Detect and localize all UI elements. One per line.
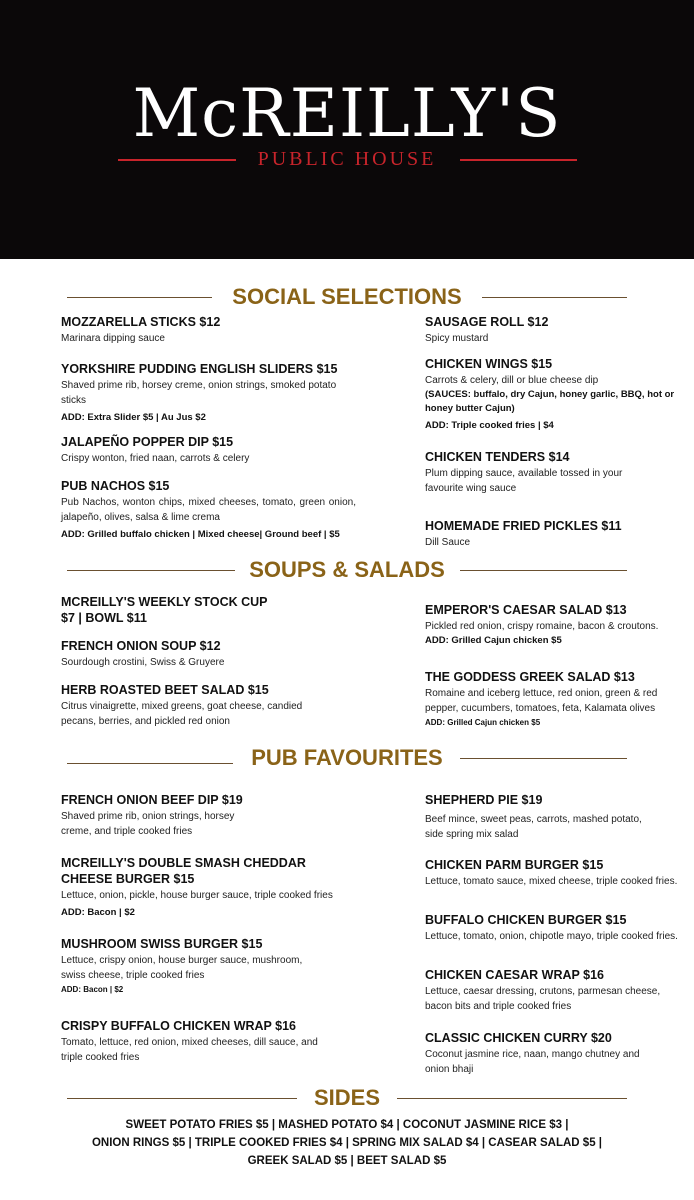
logo-divider bbox=[460, 159, 577, 161]
menu-item bbox=[61, 314, 356, 346]
item-title: HOMEMADE FRIED PICKLES $11 bbox=[425, 519, 622, 533]
item-title: BUFFALO CHICKEN BURGER $15 bbox=[425, 913, 627, 927]
menu-item bbox=[425, 857, 693, 889]
item-title: THE GODDESS GREEK SALAD $13 bbox=[425, 670, 635, 684]
item-add: ADD: Grilled buffalo chicken | Mixed cheese| Ground beef | $5 bbox=[61, 529, 340, 540]
menu-item bbox=[61, 682, 326, 729]
item-title: MCREILLY'S WEEKLY STOCK CUP $7 | BOWL $11 bbox=[61, 595, 268, 625]
item-title: EMPEROR'S CAESAR SALAD $13 bbox=[425, 603, 627, 617]
item-add: ADD: Bacon | $2 bbox=[61, 907, 135, 918]
item-desc: Citrus vinaigrette, mixed greens, goat cheese, candied pecans, berries, and pickled red onion bbox=[61, 701, 303, 727]
item-desc: Lettuce, crispy onion, house burger sauce, mushroom, swiss cheese, triple cooked fries bbox=[61, 955, 303, 981]
item-add: ADD: Bacon | $2 bbox=[61, 985, 124, 994]
section-title-social: SOCIAL SELECTIONS bbox=[232, 284, 462, 309]
item-desc: Coconut jasmine rice, naan, mango chutney and onion bhaji bbox=[425, 1049, 640, 1075]
item-title: HERB ROASTED BEET SALAD $15 bbox=[61, 683, 269, 697]
item-title: FRENCH ONION SOUP $12 bbox=[61, 639, 221, 653]
item-title: JALAPEÑO POPPER DIP $15 bbox=[61, 435, 234, 449]
item-title: YORKSHIRE PUDDING ENGLISH SLIDERS $15 bbox=[61, 362, 338, 376]
menu-item bbox=[61, 1018, 341, 1065]
item-add: ADD: Grilled Cajun chicken $5 bbox=[425, 718, 541, 727]
menu-item bbox=[425, 518, 693, 550]
menu-item bbox=[425, 602, 693, 648]
item-title: PUB NACHOS $15 bbox=[61, 479, 170, 493]
item-desc: Crispy wonton, fried naan, carrots & celery bbox=[61, 453, 250, 464]
item-desc: Sourdough crostini, Swiss & Gruyere bbox=[61, 657, 225, 668]
item-desc: Plum dipping sauce, available tossed in your favourite wing sauce bbox=[425, 468, 623, 494]
item-title: CRISPY BUFFALO CHICKEN WRAP $16 bbox=[61, 1019, 296, 1033]
header-banner bbox=[0, 0, 694, 259]
menu-item bbox=[425, 314, 693, 346]
menu-item bbox=[61, 792, 261, 839]
item-desc: Shaved prime rib, horsey creme, onion strings, smoked potato sticks bbox=[61, 380, 337, 406]
menu-item bbox=[61, 936, 326, 997]
menu-item bbox=[425, 967, 675, 1014]
item-desc: Carrots & celery, dill or blue cheese dip bbox=[425, 375, 599, 386]
sides-line: GREEK SALAD $5 | BEET SALAD $5 bbox=[247, 1155, 447, 1167]
item-title: CHICKEN TENDERS $14 bbox=[425, 450, 570, 464]
section-title-soups: SOUPS & SALADS bbox=[249, 557, 445, 582]
item-desc: Lettuce, onion, pickle, house burger sauce, triple cooked fries bbox=[61, 890, 333, 901]
item-desc: Lettuce, tomato, onion, chipotle mayo, triple cooked fries. bbox=[425, 931, 678, 942]
menu-item bbox=[61, 434, 356, 466]
item-title: MUSHROOM SWISS BURGER $15 bbox=[61, 937, 263, 951]
item-desc: Beef mince, sweet peas, carrots, mashed potato, side spring mix salad bbox=[425, 814, 642, 840]
item-desc: Marinara dipping sauce bbox=[61, 333, 165, 344]
item-desc: Lettuce, tomato sauce, mixed cheese, triple cooked fries. bbox=[425, 876, 678, 887]
sides-line: ONION RINGS $5 | TRIPLE COOKED FRIES $4 | SPRING MIX SALAD $4 | CASEAR SALAD $5 | bbox=[91, 1137, 602, 1149]
item-desc: Tomato, lettuce, red onion, mixed cheeses, dill sauce, and triple cooked fries bbox=[61, 1037, 318, 1063]
item-title: FRENCH ONION BEEF DIP $19 bbox=[61, 793, 243, 807]
menu-item bbox=[425, 449, 645, 496]
item-title: MCREILLY'S DOUBLE SMASH CHEDDAR CHEESE BURGER $15 bbox=[61, 856, 306, 886]
item-add: ADD: Extra Slider $5 | Au Jus $2 bbox=[61, 412, 206, 423]
section-title-pub: PUB FAVOURITES bbox=[251, 745, 443, 770]
item-title: CHICKEN CAESAR WRAP $16 bbox=[425, 968, 604, 982]
menu-item bbox=[425, 792, 660, 842]
menu-item bbox=[425, 356, 693, 433]
section-title-sides: SIDES bbox=[313, 1085, 381, 1110]
item-desc: Dill Sauce bbox=[425, 537, 471, 548]
item-desc: Pub Nachos, wonton chips, mixed cheeses, tomato, green onion, jalapeño, olives, salsa & lime crema bbox=[61, 497, 356, 523]
menu-item bbox=[425, 669, 685, 730]
item-desc: Shaved prime rib, onion strings, horsey creme, and triple cooked fries bbox=[61, 811, 235, 837]
item-desc: Pickled red onion, crispy romaine, bacon & croutons. bbox=[425, 621, 659, 632]
item-title: CHICKEN PARM BURGER $15 bbox=[425, 858, 604, 872]
item-title: SHEPHERD PIE $19 bbox=[425, 793, 543, 807]
item-add: ADD: Grilled Cajun chicken $5 bbox=[425, 635, 562, 646]
logo-subtitle: PUBLIC HOUSE bbox=[257, 148, 437, 170]
item-title: CHICKEN WINGS $15 bbox=[425, 357, 553, 371]
item-desc: Romaine and iceberg lettuce, red onion, green & red pepper, cucumbers, tomatoes, feta, Kalamata olives bbox=[425, 688, 658, 714]
item-desc: Lettuce, caesar dressing, crutons, parmesan cheese, bacon bits and triple cooked fries bbox=[425, 986, 661, 1012]
sides-list bbox=[0, 1116, 694, 1170]
logo: McREILLY'S bbox=[132, 75, 562, 152]
item-add: ADD: Triple cooked fries | $4 bbox=[425, 420, 554, 431]
menu-item bbox=[61, 361, 356, 425]
menu-item bbox=[425, 912, 693, 944]
item-note: (SAUCES: buffalo, dry Cajun, honey garlic, BBQ, hot or honey butter Cajun) bbox=[425, 389, 675, 414]
item-title: MOZZARELLA STICKS $12 bbox=[61, 315, 221, 329]
menu-item bbox=[61, 638, 356, 670]
menu-item bbox=[425, 1030, 640, 1077]
item-desc: Spicy mustard bbox=[425, 333, 489, 344]
menu-item bbox=[61, 478, 356, 542]
item-title: CLASSIC CHICKEN CURRY $20 bbox=[425, 1031, 612, 1045]
menu-item bbox=[61, 594, 281, 626]
item-title: SAUSAGE ROLL $12 bbox=[425, 315, 549, 329]
sides-line: SWEET POTATO FRIES $5 | MASHED POTATO $4 | COCONUT JASMINE RICE $3 | bbox=[125, 1119, 569, 1131]
menu-item bbox=[61, 855, 351, 920]
